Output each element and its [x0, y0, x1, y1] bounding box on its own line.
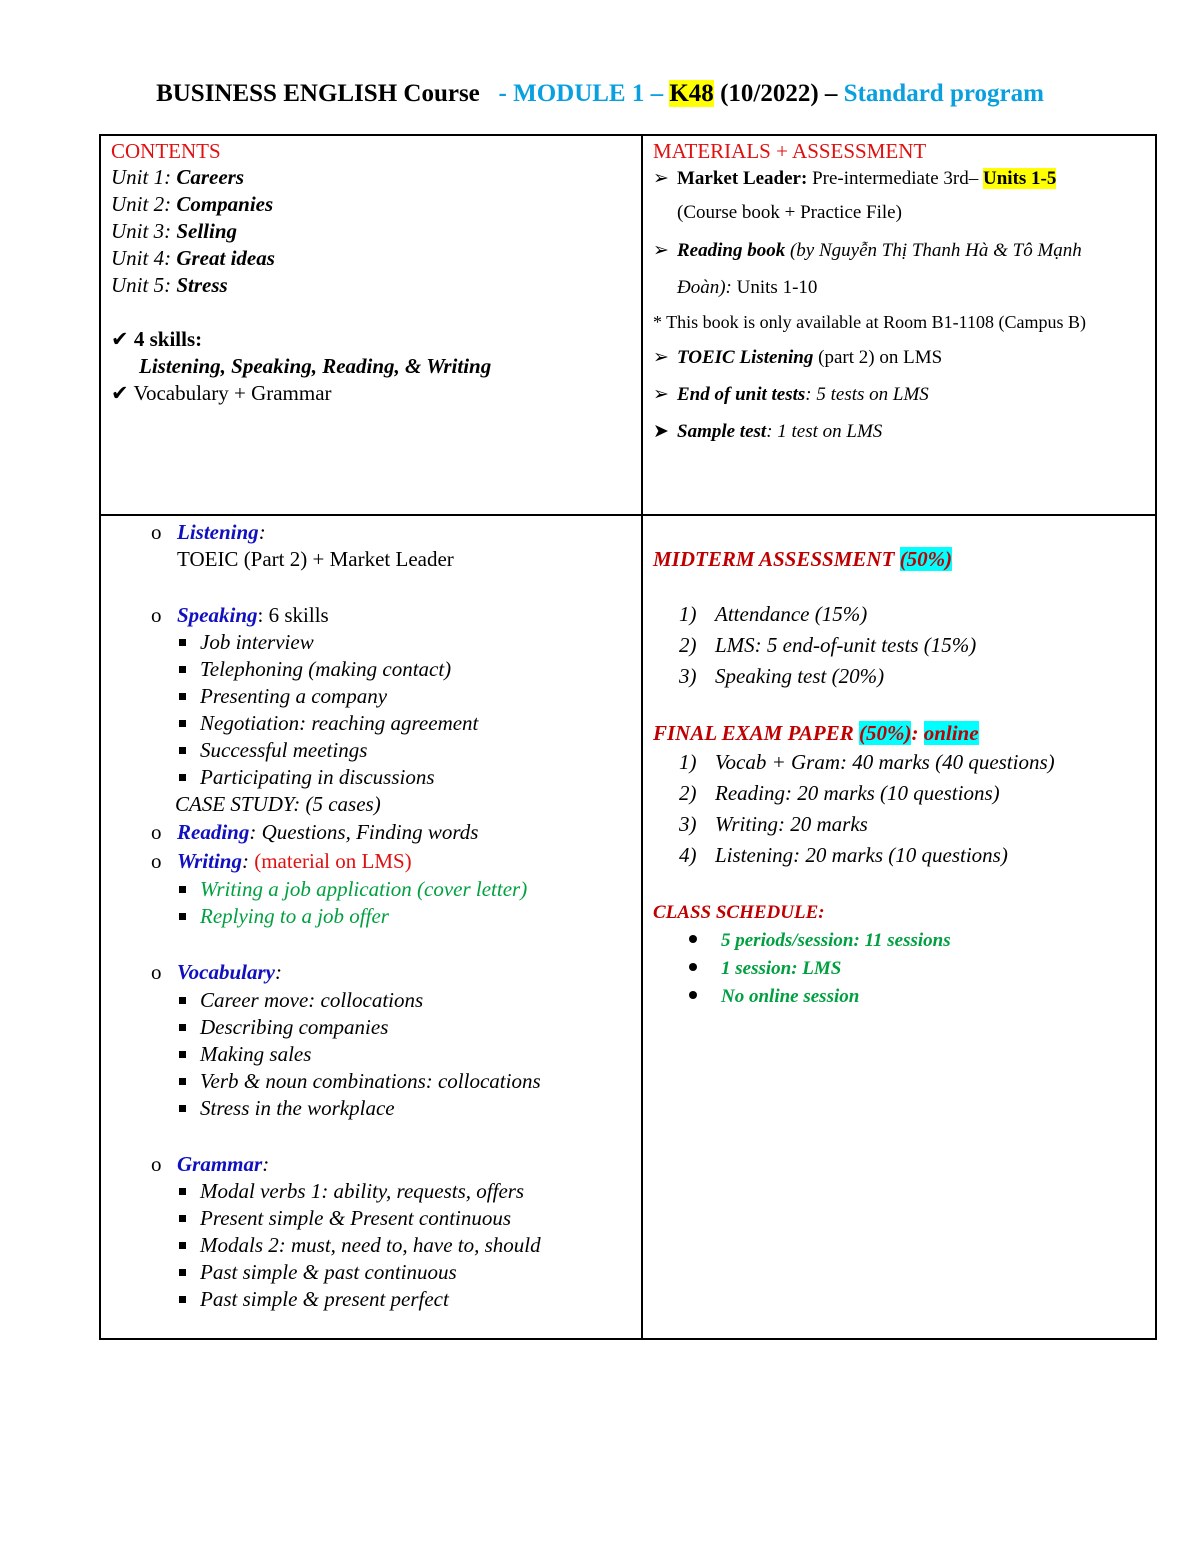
- unit-item: [111, 272, 631, 299]
- final-colon: :: [911, 721, 924, 745]
- circle-bullet-icon: o: [151, 603, 162, 627]
- list-item: [111, 710, 631, 737]
- page-title: [0, 80, 1200, 108]
- square-bullet-icon: [179, 693, 186, 700]
- list-item-text: Making sales: [200, 1042, 312, 1066]
- end-unit-tests-text: : 5 tests on LMS: [805, 384, 929, 405]
- numbered-item: [653, 778, 1145, 809]
- final-items: [653, 747, 1145, 871]
- square-bullet-icon: [179, 1188, 186, 1195]
- skills-label: 4 skills:: [133, 327, 203, 351]
- item-number: 3): [679, 812, 697, 836]
- item-text: Attendance (15%): [715, 602, 868, 626]
- list-item: [111, 737, 631, 764]
- list-item: [111, 629, 631, 656]
- contents-cell: [100, 135, 642, 515]
- schedule-items: [653, 927, 1145, 1011]
- list-item-text: Negotiation: reaching agreement: [200, 711, 479, 735]
- final-heading: [653, 720, 1145, 747]
- market-leader-label: Market Leader:: [677, 168, 808, 189]
- writing-label: Writing: [177, 849, 242, 873]
- schedule-item: [653, 927, 1145, 955]
- listening-item: [111, 518, 631, 546]
- list-item-text: Telephoning (making contact): [200, 657, 452, 681]
- list-item: [111, 656, 631, 683]
- grammar-item: [111, 1150, 631, 1178]
- list-item-text: Describing companies: [200, 1015, 389, 1039]
- arrow-icon: ➢: [653, 347, 669, 368]
- item-text: Vocab + Gram: 40 marks (40 questions): [715, 750, 1055, 774]
- item-number: 1): [679, 602, 697, 626]
- reading-text: : Questions, Finding words: [249, 820, 479, 844]
- midterm-pct: (50%): [899, 547, 953, 571]
- grammar-colon: :: [262, 1152, 270, 1176]
- speaking-items: [111, 629, 631, 791]
- item-number: 1): [679, 750, 697, 774]
- numbered-item: [653, 630, 1145, 661]
- square-bullet-icon: [179, 1024, 186, 1031]
- list-item-text: Replying to a job offer: [200, 904, 389, 928]
- reading-item: [111, 818, 631, 846]
- unit-prefix: Unit 3:: [111, 219, 177, 243]
- toeic-text: (part 2) on LMS: [813, 347, 943, 368]
- writing-items: [111, 876, 631, 930]
- unit-prefix: Unit 4:: [111, 246, 177, 270]
- unit-prefix: Unit 5:: [111, 273, 177, 297]
- skills-cell: [100, 515, 642, 1339]
- numbered-item: [653, 809, 1145, 840]
- unit-item: [111, 218, 631, 245]
- square-bullet-icon: [179, 720, 186, 727]
- bullet-icon: [689, 963, 697, 971]
- end-unit-tests-item: [653, 376, 1145, 413]
- bullet-icon: [689, 935, 697, 943]
- final-online: online: [923, 721, 979, 745]
- schedule-text: No online session: [721, 986, 860, 1007]
- square-bullet-icon: [179, 666, 186, 673]
- circle-bullet-icon: o: [151, 1152, 162, 1176]
- book-note: * This book is only available at Room B1-1108 (Campus B): [653, 312, 1086, 332]
- title-program: Standard program: [843, 80, 1044, 107]
- square-bullet-icon: [179, 1269, 186, 1276]
- writing-text: (material on LMS): [254, 849, 412, 873]
- square-bullet-icon: [179, 886, 186, 893]
- list-item: [111, 1178, 631, 1205]
- schedule-text: 1 session: LMS: [721, 958, 842, 979]
- arrow-icon: ➢: [653, 240, 669, 261]
- units-list: [111, 164, 631, 299]
- reading-book-authors2: Đoàn):: [677, 277, 732, 298]
- unit-name: Great ideas: [176, 246, 275, 270]
- reading-book-label: Reading book: [677, 240, 786, 261]
- list-item: [111, 876, 631, 903]
- list-item: [111, 1068, 631, 1095]
- list-item-text: Verb & noun combinations: collocations: [200, 1069, 541, 1093]
- circle-bullet-icon: o: [151, 960, 162, 984]
- item-number: 2): [679, 633, 697, 657]
- case-study: CASE STUDY: (5 cases): [175, 792, 381, 816]
- list-item: [111, 1095, 631, 1122]
- unit-prefix: Unit 1:: [111, 165, 177, 189]
- market-leader-text: Pre-intermediate 3rd–: [807, 168, 983, 189]
- list-item-text: Presenting a company: [200, 684, 388, 708]
- reading-book-authors: (by Nguyễn Thị Thanh Hà & Tô Mạnh: [785, 240, 1082, 261]
- speaking-label: Speaking: [177, 603, 258, 627]
- schedule-label: CLASS SCHEDULE:: [653, 902, 825, 923]
- list-item-text: Modals 2: must, need to, have to, should: [200, 1233, 541, 1257]
- square-bullet-icon: [179, 1215, 186, 1222]
- bullet-icon: [689, 991, 697, 999]
- grammar-label: Grammar: [177, 1152, 263, 1176]
- list-item-text: Career move: collocations: [200, 988, 424, 1012]
- square-bullet-icon: [179, 639, 186, 646]
- square-bullet-icon: [179, 997, 186, 1004]
- unit-name: Careers: [176, 165, 244, 189]
- square-bullet-icon: [179, 747, 186, 754]
- market-leader-item: [653, 164, 1145, 194]
- title-date: (10/2022) –: [713, 80, 838, 107]
- circle-bullet-icon: o: [151, 849, 162, 873]
- list-item-text: Writing a job application (cover letter): [200, 877, 528, 901]
- numbered-item: [653, 661, 1145, 692]
- list-item: [111, 987, 631, 1014]
- unit-item: [111, 164, 631, 191]
- vocab-items: [111, 987, 631, 1122]
- assessment-cell: [642, 515, 1156, 1339]
- numbered-item: [653, 747, 1145, 778]
- sample-test-item: [653, 413, 1145, 450]
- vocabulary-label: Vocabulary: [177, 960, 276, 984]
- square-bullet-icon: [179, 1105, 186, 1112]
- final-pct: (50%): [858, 721, 912, 745]
- market-leader-units: Units 1-5: [983, 168, 1057, 189]
- square-bullet-icon: [179, 1296, 186, 1303]
- check-icon: ✔: [111, 381, 129, 405]
- list-item-text: Past simple & past continuous: [200, 1260, 457, 1284]
- writing-colon: :: [241, 849, 255, 873]
- title-course: BUSINESS ENGLISH Course: [156, 80, 480, 107]
- list-item: [111, 1041, 631, 1068]
- schedule-text: 5 periods/session: 11 sessions: [721, 930, 951, 951]
- toeic-item: [653, 339, 1145, 376]
- listening-text: TOEIC (Part 2) + Market Leader: [177, 547, 454, 571]
- list-item-text: Job interview: [200, 630, 314, 654]
- item-number: 3): [679, 664, 697, 688]
- unit-name: Stress: [176, 273, 228, 297]
- title-module: MODULE 1 –: [513, 80, 664, 107]
- unit-item: [111, 245, 631, 272]
- item-text: Listening: 20 marks (10 questions): [715, 843, 1008, 867]
- reading-book-units: Units 1-10: [731, 277, 818, 298]
- circle-bullet-icon: o: [151, 820, 162, 844]
- unit-item: [111, 191, 631, 218]
- item-text: Writing: 20 marks: [715, 812, 868, 836]
- list-item: [111, 1205, 631, 1232]
- list-item: [111, 764, 631, 791]
- schedule-item: [653, 983, 1145, 1011]
- list-item-text: Modal verbs 1: ability, requests, offers: [200, 1179, 525, 1203]
- square-bullet-icon: [179, 1078, 186, 1085]
- item-number: 2): [679, 781, 697, 805]
- vocab-grammar-label: Vocabulary + Grammar: [133, 381, 332, 405]
- end-unit-tests-label: End of unit tests: [677, 384, 806, 405]
- writing-item: [111, 846, 631, 876]
- item-number: 4): [679, 843, 697, 867]
- list-item-text: Past simple & present perfect: [200, 1287, 449, 1311]
- schedule-item: [653, 955, 1145, 983]
- materials-header: MATERIALS + ASSESSMENT: [653, 139, 927, 163]
- listening-colon: :: [258, 520, 266, 544]
- speaking-text: : 6 skills: [257, 603, 329, 627]
- item-text: Reading: 20 marks (10 questions): [715, 781, 1000, 805]
- reading-book-item: [653, 231, 1145, 271]
- toeic-label: TOEIC Listening: [677, 347, 814, 368]
- list-item-text: Present simple & Present continuous: [200, 1206, 512, 1230]
- materials-cell: [642, 135, 1156, 515]
- sample-test-label: Sample test: [677, 421, 767, 442]
- reading-label: Reading: [177, 820, 250, 844]
- listening-label: Listening: [177, 520, 259, 544]
- list-item: [111, 1232, 631, 1259]
- unit-name: Selling: [176, 219, 238, 243]
- numbered-item: [653, 840, 1145, 871]
- list-item: [111, 683, 631, 710]
- title-k48: K48: [669, 80, 714, 107]
- vocab-grammar-item: [111, 380, 631, 407]
- check-icon: ✔: [111, 327, 129, 351]
- list-item: [111, 903, 631, 930]
- square-bullet-icon: [179, 913, 186, 920]
- reading-book-line2: [653, 271, 1145, 305]
- square-bullet-icon: [179, 774, 186, 781]
- square-bullet-icon: [179, 1051, 186, 1058]
- numbered-item: [653, 599, 1145, 630]
- list-item: [111, 1014, 631, 1041]
- list-item: [111, 1259, 631, 1286]
- skills-item: [111, 326, 631, 353]
- midterm-label: MIDTERM ASSESSMENT: [653, 547, 900, 571]
- midterm-items: [653, 599, 1145, 692]
- speaking-item: [111, 601, 631, 629]
- item-text: LMS: 5 end-of-unit tests (15%): [715, 633, 977, 657]
- market-leader-sub: (Course book + Practice File): [677, 202, 902, 223]
- vocabulary-colon: :: [275, 960, 283, 984]
- square-bullet-icon: [179, 1242, 186, 1249]
- unit-name: Companies: [176, 192, 274, 216]
- list-item-text: Participating in discussions: [200, 765, 435, 789]
- course-table: [99, 134, 1157, 1340]
- arrow-icon: ➢: [653, 168, 669, 189]
- arrow-icon: ➤: [653, 421, 669, 442]
- item-text: Speaking test (20%): [715, 664, 885, 688]
- title-dash: -: [498, 80, 514, 107]
- arrow-icon: ➢: [653, 384, 669, 405]
- list-item-text: Successful meetings: [200, 738, 368, 762]
- midterm-heading: [653, 546, 1145, 573]
- grammar-items: [111, 1178, 631, 1313]
- sample-test-text: : 1 test on LMS: [766, 421, 883, 442]
- final-label: FINAL EXAM PAPER: [653, 721, 859, 745]
- unit-prefix: Unit 2:: [111, 192, 177, 216]
- list-item: [111, 1286, 631, 1313]
- skills-list: Listening, Speaking, Reading, & Writing: [139, 354, 492, 378]
- circle-bullet-icon: o: [151, 520, 162, 544]
- list-item-text: Stress in the workplace: [200, 1096, 395, 1120]
- contents-header: CONTENTS: [111, 139, 221, 163]
- vocabulary-item: [111, 957, 631, 987]
